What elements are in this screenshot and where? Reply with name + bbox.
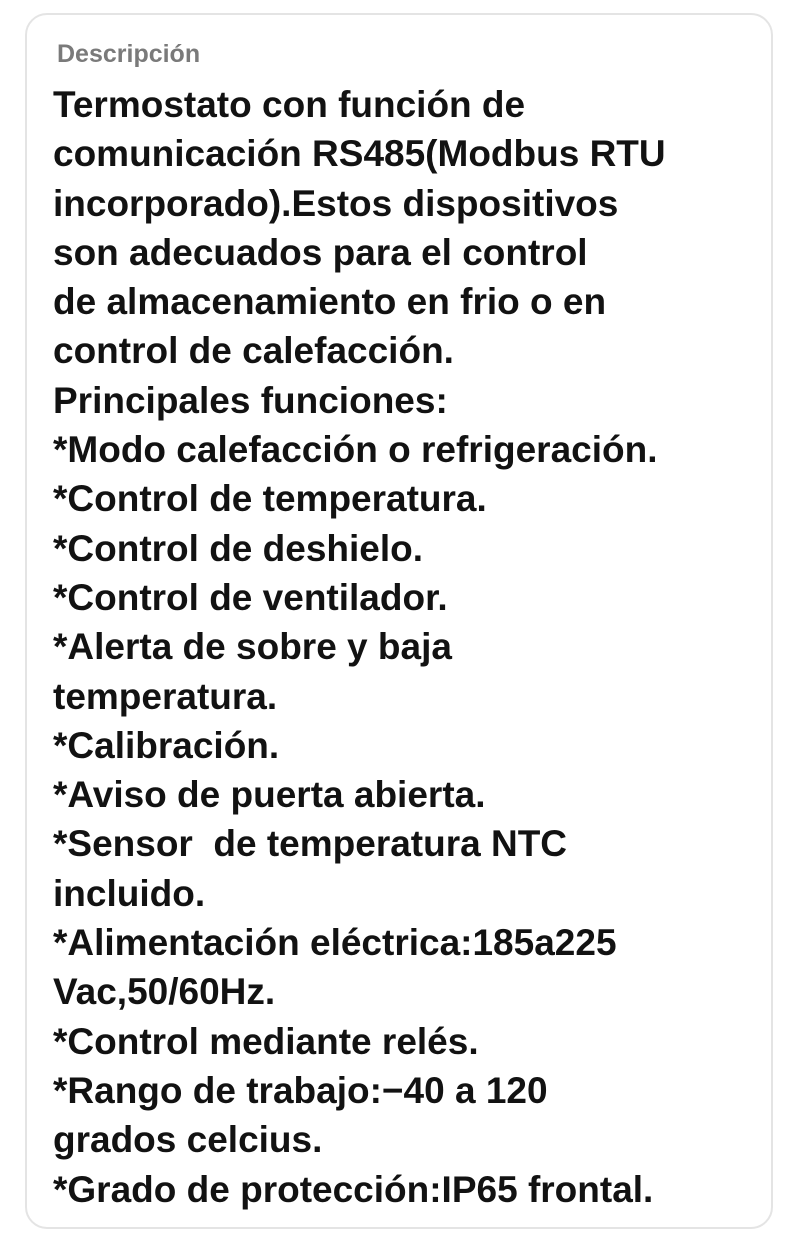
description-line: Termostato con función de <box>53 84 526 125</box>
description-card <box>25 13 773 1229</box>
description-line: incorporado).Estos dispositivos <box>53 182 619 224</box>
feature-item: *Control de deshielo. <box>53 527 424 569</box>
description-line: son adecuados para el control <box>53 231 588 273</box>
feature-item: grados celcius. <box>53 1119 323 1161</box>
feature-item: *Grado de protección:IP65 frontal. <box>53 1168 654 1210</box>
section-label: Descripción <box>57 40 201 68</box>
description-line: de almacenamiento en frio o en <box>53 281 607 323</box>
feature-item: Vac,50/60Hz. <box>53 971 276 1013</box>
description-text <box>53 80 763 1214</box>
description-line: comunicación RS485(Modbus RTU <box>53 133 666 175</box>
feature-item: *Rango de trabajo:−40 a 120 <box>53 1069 548 1111</box>
feature-item: *Control mediante relés. <box>53 1020 479 1062</box>
feature-item: *Control de temperatura. <box>53 478 487 520</box>
feature-item: incluido. <box>53 872 206 914</box>
feature-item: *Calibración. <box>53 724 280 766</box>
feature-item: *Alerta de sobre y baja <box>53 626 452 668</box>
feature-item: *Sensor de temperatura NTC <box>53 823 568 865</box>
feature-item: *Control de ventilador. <box>53 576 448 618</box>
description-line: control de calefacción. <box>53 330 454 372</box>
feature-item: temperatura. <box>53 675 278 717</box>
feature-item: *Aviso de puerta abierta. <box>53 774 486 816</box>
feature-item: *Alimentación eléctrica:185a225 <box>53 922 617 964</box>
description-line: Principales funciones: <box>53 379 448 421</box>
feature-item: *Modo calefacción o refrigeración. <box>53 429 658 471</box>
